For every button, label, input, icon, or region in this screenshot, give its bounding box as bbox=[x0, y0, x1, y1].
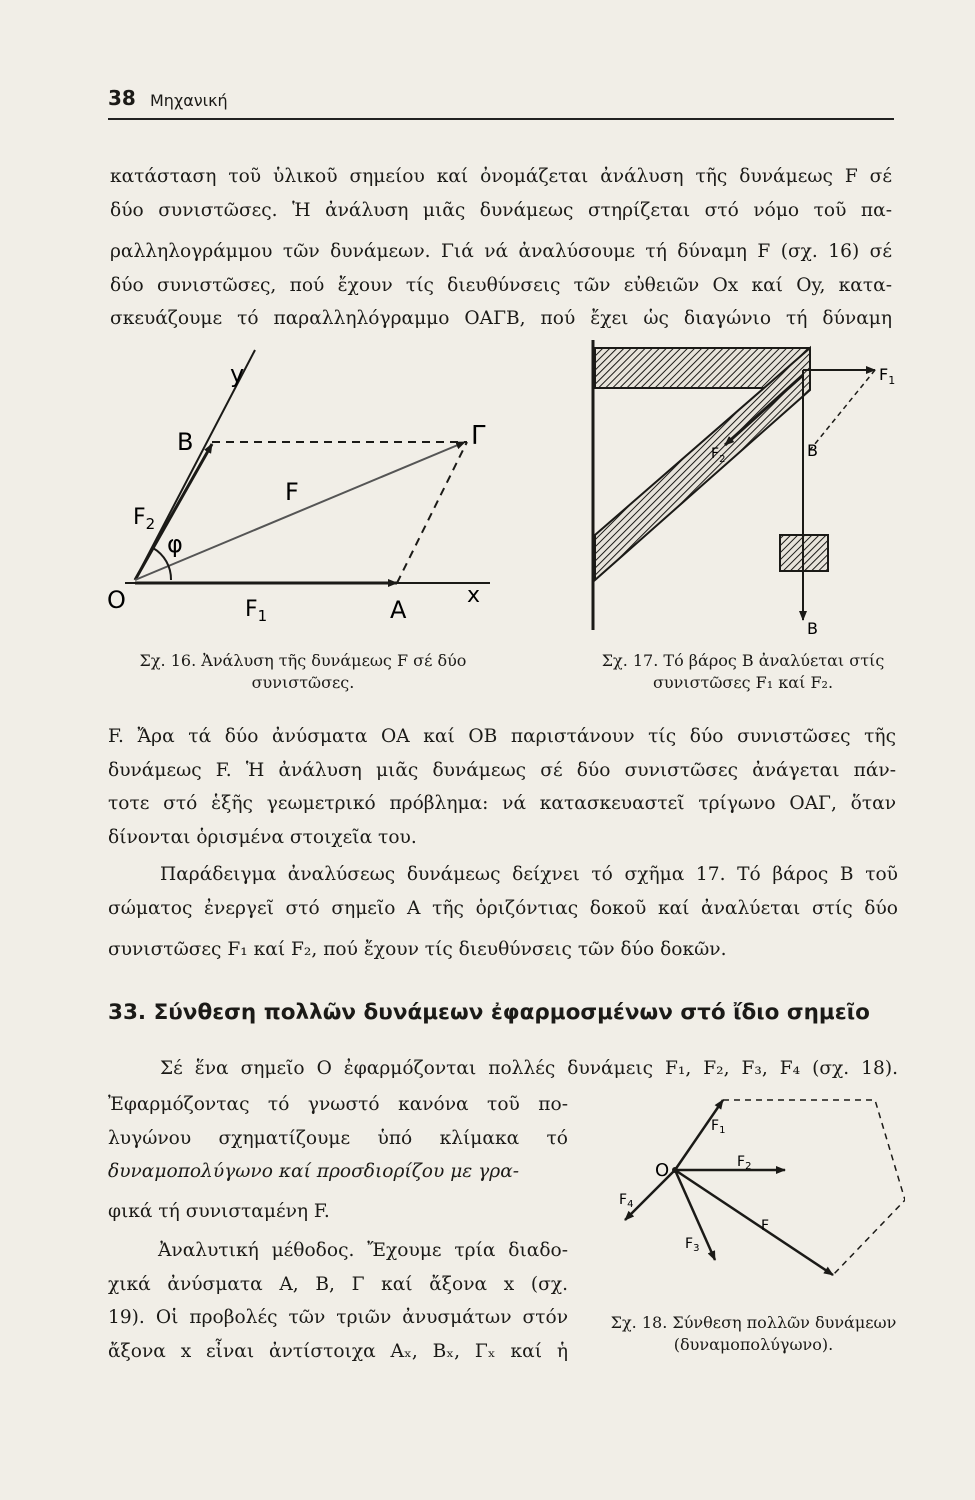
label-f2: $F_2$ bbox=[737, 1154, 752, 1172]
text-line: δύο συνιστῶσες. Ἡ ἀνάλυση μιᾶς δυνάμεως στηρίζεται στό νόμο τοῦ πα- bbox=[110, 199, 892, 221]
text-line: χικά ἀνύσματα Α, Β, Γ καί ἄξονα x (σχ. bbox=[108, 1273, 568, 1295]
f1-vector bbox=[675, 1100, 726, 1170]
label-b-mid: B bbox=[807, 441, 818, 460]
label-phi: φ bbox=[167, 530, 183, 558]
section-left-column bbox=[108, 1088, 568, 1368]
text-line: σώματος ἐνεργεῖ στό σημεῖο Α τῆς ὁριζόντιας δοκοῦ καί ἀναλύεται στίς δύο bbox=[108, 897, 898, 919]
label-f: F bbox=[285, 478, 299, 506]
section-first-line bbox=[160, 1052, 898, 1086]
section-heading bbox=[108, 1000, 870, 1025]
text-line: σκευάζουμε τό παραλληλόγραμμο ΟΑΓΒ, πού ἔχει ὡς διαγώνιο τή δύναμη bbox=[110, 308, 892, 329]
label-f2: $F_2$ bbox=[711, 446, 726, 465]
label-f1: $F_1$ bbox=[245, 597, 268, 625]
label-y: y bbox=[230, 360, 245, 388]
label-f: F bbox=[761, 1218, 770, 1234]
label-gamma: Γ bbox=[471, 421, 486, 451]
force-polygon bbox=[723, 1100, 905, 1275]
label-a: A bbox=[390, 596, 407, 624]
text-line: φικά τή συνισταμένη F. bbox=[108, 1200, 330, 1222]
section-title: Σύνθεση πολλῶν δυνάμεων ἐφαρμοσμένων στό ἴδιο σημεῖο bbox=[153, 1000, 870, 1025]
text-line: κατάσταση τοῦ ὑλικοῦ σημείου καί ὀνομάζεται ἀνάλυση τῆς δυνάμεως F σέ bbox=[110, 166, 892, 187]
text-line: δυνάμεως F. Ἡ ἀνάλυση μιᾶς δυνάμεως σέ δύο συνιστῶσες ἀνάγεται πάν- bbox=[108, 759, 896, 781]
caption-line: συνιστῶσες. bbox=[251, 673, 355, 692]
label-f4: $F_4$ bbox=[619, 1192, 634, 1210]
text-line: δύο συνιστῶσες, πού ἔχουν τίς διευθύνσεις τῶν εὐθειῶν Ox καί Oy, κατα- bbox=[110, 274, 892, 296]
section-number: 33. bbox=[108, 1000, 147, 1025]
text-line: ἄξονα x εἶναι ἀντίστοιχα Aₓ, Bₓ, Γₓ καί ἡ bbox=[108, 1340, 568, 1362]
point-o bbox=[672, 1167, 678, 1173]
caption-line: συνιστῶσες F₁ καί F₂. bbox=[652, 673, 834, 692]
text-line: Παράδειγμα ἀναλύσεως δυνάμεως δείχνει τό σχῆμα 17. Τό βάρος B τοῦ bbox=[160, 864, 898, 885]
figure-18 bbox=[605, 1090, 905, 1310]
text-line: Ἐφαρμόζοντας τό γνωστό κανόνα τοῦ πο- bbox=[108, 1094, 568, 1115]
label-o: O bbox=[655, 1160, 670, 1181]
caption-line: Σχ. 16. Ἀνάλυση τῆς δυνάμεως F σέ δύο bbox=[139, 651, 467, 670]
text-line: λυγώνου σχηματίζουμε ὑπό κλίμακα τό bbox=[108, 1127, 568, 1149]
text-line: τοτε στό ἑξῆς γεωμετρικό πρόβλημα: νά κατασκευαστεῖ τρίγωνο ΟΑΓ, ὅταν bbox=[108, 793, 896, 814]
text-line: Σέ ἕνα σημεῖο Ο ἐφαρμόζονται πολλές δυνάμεις F₁, F₂, F₃, F₄ (σχ. 18). bbox=[160, 1058, 898, 1079]
page-number: 38 bbox=[108, 86, 136, 110]
figure-18-caption bbox=[596, 1312, 911, 1356]
f-resultant-vector bbox=[135, 442, 465, 580]
caption-line: Σχ. 17. Τό βάρος B ἀναλύεται στίς bbox=[601, 651, 885, 670]
text-line: F. Ἄρα τά δύο ἀνύσματα ΟΑ καί ΟΒ παριστάνουν τίς δύο συνιστῶσες τῆς bbox=[108, 726, 896, 747]
page-header bbox=[108, 86, 893, 116]
label-f2: $F_2$ bbox=[133, 505, 156, 533]
running-title: Μηχανική bbox=[150, 91, 228, 110]
label-b-end: B bbox=[807, 619, 818, 638]
text-line: Ἀναλυτική μέθοδος. Ἔχουμε τρία διαδο- bbox=[158, 1240, 568, 1261]
figure-17-caption bbox=[578, 650, 908, 694]
paragraph-example bbox=[108, 858, 898, 967]
figure-16-caption bbox=[108, 650, 498, 694]
f2-vector bbox=[135, 444, 212, 580]
paragraph-middle bbox=[108, 720, 896, 854]
label-b: B bbox=[177, 428, 194, 456]
label-f1: $F_1$ bbox=[879, 365, 896, 387]
figure-17 bbox=[585, 330, 905, 640]
paragraph-top bbox=[110, 160, 892, 336]
figure-16 bbox=[105, 340, 500, 640]
label-x: x bbox=[467, 583, 481, 608]
label-f1: $F_1$ bbox=[711, 1118, 726, 1136]
text-line: ραλληλογράμμου τῶν δυνάμεων. Γιά νά ἀναλύσουμε τή δύναμη F (σχ. 16) σέ bbox=[110, 241, 892, 262]
text-line: 19). Οἱ προβολές τῶν τριῶν ἀνυσμάτων στόν bbox=[108, 1307, 568, 1328]
header-rule bbox=[108, 118, 894, 120]
text-line: δυναμοπολύγωνο καί προσδιορίζου με γρα- bbox=[108, 1161, 520, 1182]
label-o: O bbox=[107, 586, 126, 614]
caption-line: (δυναμοπολύγωνο). bbox=[673, 1335, 834, 1354]
caption-line: Σχ. 18. Σύνθεση πολλῶν δυνάμεων bbox=[610, 1313, 897, 1332]
text-line: συνιστῶσες F₁ καί F₂, πού ἔχουν τίς διευθύνσεις τῶν δύο δοκῶν. bbox=[108, 939, 727, 960]
label-f3: $F_3$ bbox=[685, 1236, 700, 1254]
text-line: δίνονται ὁρισμένα στοιχεῖα του. bbox=[108, 826, 417, 848]
dashed-side-ag bbox=[397, 442, 467, 583]
dashed-side bbox=[810, 370, 875, 450]
